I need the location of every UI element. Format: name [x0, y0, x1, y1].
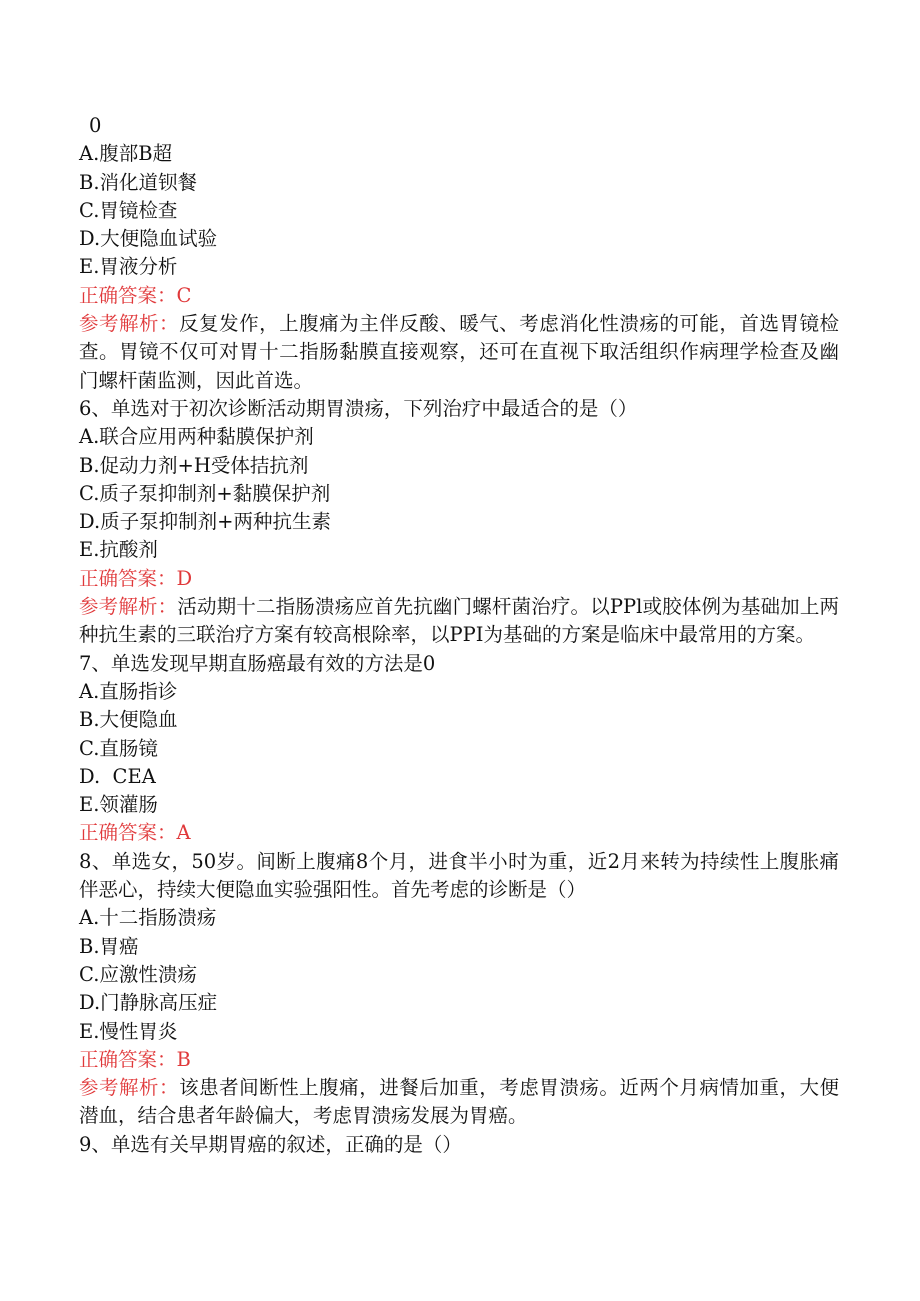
q5-analysis-text: 反复发作，上腹痛为主伴反酸、暖气、考虑消化性溃疡的可能，首选胃镜检查。胃镜不仅可对胃十二指肠黏膜直接观察，还可在直视下取活组织作病理学检查及幽门螺杆菌监测，因此首选。 — [79, 312, 839, 392]
q5-tail: 0 — [89, 114, 102, 137]
q5-analysis-label: 参考解析： — [79, 312, 180, 336]
q6-option-e: E.抗酸剂 — [79, 538, 158, 562]
q6-option-d: D.质子泵抑制剂+两种抗生素 — [79, 510, 331, 534]
q5-option-c: C.胃镜检查 — [79, 198, 178, 222]
q8-analysis — [79, 1074, 839, 1131]
document-page — [79, 112, 839, 1159]
q7-option-b: B.大便隐血 — [79, 708, 178, 732]
q5-option-d: D.大便隐血试验 — [79, 227, 218, 251]
q6-analysis-label: 参考解析： — [79, 595, 178, 619]
q8-option-a: A.十二指肠溃疡 — [79, 906, 217, 930]
q8-analysis-text: 该患者间断性上腹痛，进餐后加重，考虑胃溃疡。近两个月病情加重，大便潜血，结合患者年龄偏大，考虑胃溃疡发展为胃癌。 — [79, 1076, 839, 1128]
q6-analysis-text: 活动期十二指肠溃疡应首先抗幽门螺杆菌治疗。以PPl或胶体例为基础加上两种抗生素的三联治疗方案有较高根除率，以PPI为基础的方案是临床中最常用的方案。 — [79, 595, 839, 647]
q7-option-d: D. CEA — [79, 764, 156, 788]
q9-question: 9、单选有关早期胃癌的叙述，正确的是（） — [79, 1132, 462, 1156]
q6-option-b: B.促动力剂+H受体拮抗剂 — [79, 453, 309, 477]
q6-answer: 正确答案：D — [79, 566, 193, 590]
q7-option-c: C.直肠镜 — [79, 736, 158, 760]
q5-option-a: A.腹部B超 — [79, 142, 173, 166]
q5-option-b: B.消化道钡餐 — [79, 170, 198, 194]
q6-option-c: C.质子泵抑制剂+黏膜保护剂 — [79, 481, 331, 505]
q8-option-d: D.门静脉高压症 — [79, 991, 218, 1015]
q8-option-e: E.慢性胃炎 — [79, 1019, 178, 1043]
q7-question: 7、单选发现早期直肠癌最有效的方法是0 — [79, 651, 436, 675]
q8-option-b: B.胃癌 — [79, 934, 139, 958]
q5-option-e: E.胃液分析 — [79, 255, 178, 279]
q7-answer: 正确答案：A — [79, 821, 191, 845]
q7-option-a: A.直肠指诊 — [79, 679, 178, 703]
q8-analysis-label: 参考解析： — [79, 1076, 180, 1100]
q8-option-c: C.应激性溃疡 — [79, 962, 197, 986]
q6-analysis — [79, 593, 839, 650]
q6-option-a: A.联合应用两种黏膜保护剂 — [79, 425, 314, 449]
q6-question: 6、单选对于初次诊断活动期胃溃疡，下列治疗中最适合的是（） — [79, 396, 638, 420]
q8-question: 8、单选女，50岁。间断上腹痛8个月，进食半小时为重，近2月来转为持续性上腹胀痛伴恶心，持续大便隐血实验强阳性。首先考虑的诊断是（） — [79, 849, 839, 902]
q7-option-e: E.领灌肠 — [79, 793, 158, 817]
q8-answer: 正确答案：B — [79, 1047, 191, 1071]
q5-analysis — [79, 310, 839, 395]
q5-answer: 正确答案：C — [79, 283, 192, 307]
